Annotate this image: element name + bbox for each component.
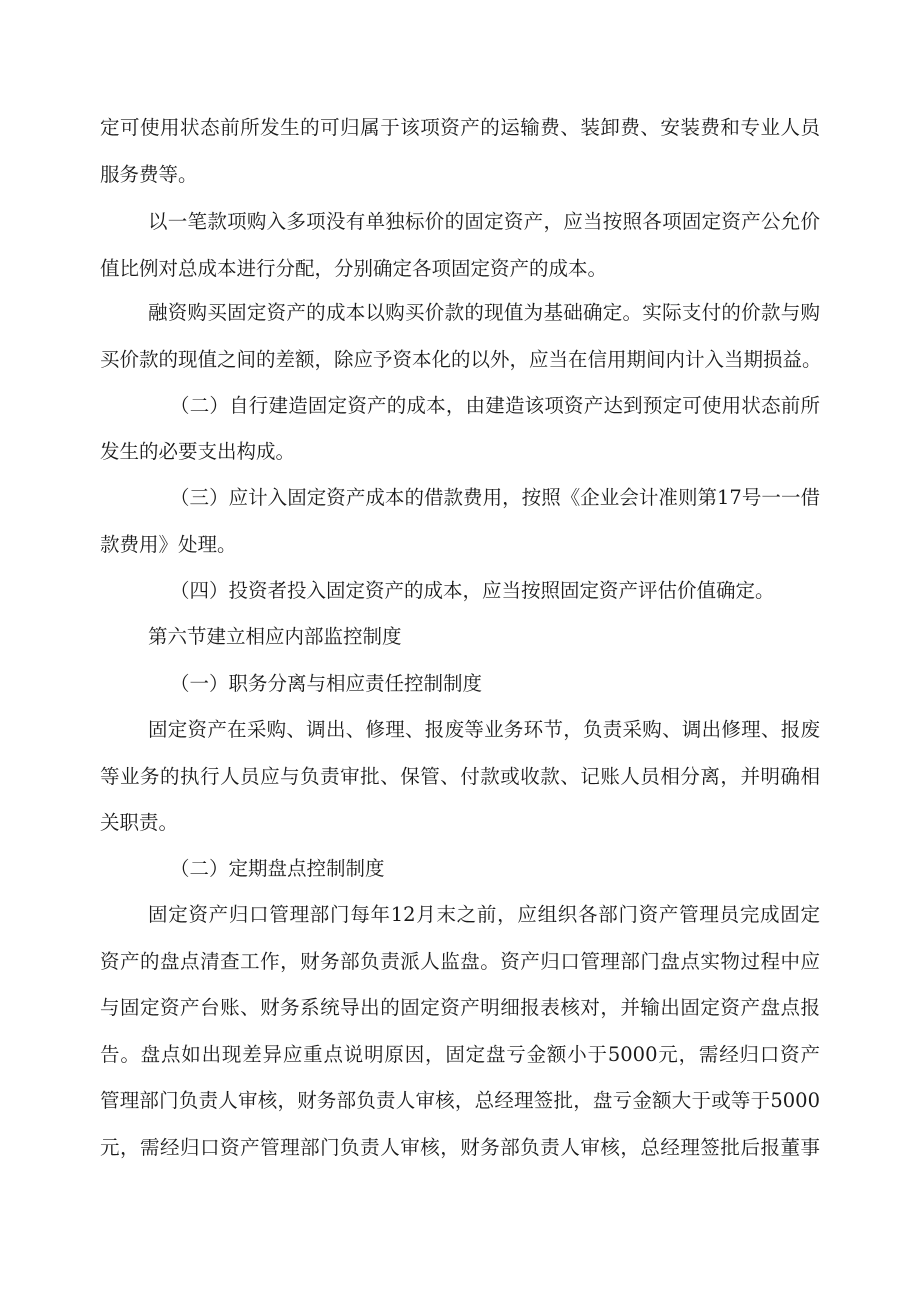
text-line: 关职责。 [100, 811, 179, 834]
text-line: 发生的必要支出构成。 [100, 440, 296, 463]
text-line: 管理部门负责人审核，财务部负责人审核，总经理签批，盘亏金额大于或等于5000 [100, 1089, 820, 1112]
text-line: 固定资产在采购、调出、修理、报废等业务环节，负责采购、调出修理、报废 [148, 718, 820, 741]
text-line: 值比例对总成本进行分配，分别确定各项固定资产的成本。 [100, 257, 608, 280]
text-line: （三）应计入固定资产成本的借款费用，按照《企业会计准则第17号一一借 [170, 486, 820, 509]
text-line: 以一笔款项购入多项没有单独标价的固定资产，应当按照各项固定资产公允价 [148, 210, 820, 233]
text-line: 与固定资产台账、财务系统导出的固定资产明细报表核对，并输出固定资产盘点报 [100, 996, 820, 1019]
text-line: 元，需经归口资产管理部门负责人审核，财务部负责人审核，总经理签批后报董事 [100, 1136, 820, 1159]
text-line: 服务费等。 [100, 163, 198, 186]
text-line: 定可使用状态前所发生的可归属于该项资产的运输费、装卸费、安装费和专业人员 [100, 116, 820, 139]
subsection-heading: （一）职务分离与相应责任控制制度 [170, 672, 483, 695]
text-line: （二）自行建造固定资产的成本，由建造该项资产达到预定可使用状态前所 [170, 394, 820, 417]
text-line: 款费用》处理。 [100, 533, 237, 556]
subsection-heading: （二）定期盘点控制制度 [170, 857, 385, 880]
text-line: 告。盘点如出现差异应重点说明原因，固定盘亏金额小于5000元，需经归口资产 [100, 1043, 820, 1066]
text-line: 固定资产归口管理部门每年12月末之前，应组织各部门资产管理员完成固定 [148, 903, 820, 926]
text-line: 等业务的执行人员应与负责审批、保管、付款或收款、记账人员相分离，并明确相 [100, 765, 820, 788]
text-line: 买价款的现值之间的差额，除应予资本化的以外，应当在信用期间内计入当期损益。 [100, 348, 822, 371]
section-heading: 第六节建立相应内部监控制度 [148, 625, 402, 648]
text-line: 融资购买固定资产的成本以购买价款的现值为基础确定。实际支付的价款与购 [148, 301, 820, 324]
text-line: 资产的盘点清查工作，财务部负责派人监盘。资产归口管理部门盘点实物过程中应 [100, 950, 820, 973]
text-line: （四）投资者投入固定资产的成本，应当按照固定资产评估价值确定。 [170, 579, 775, 602]
